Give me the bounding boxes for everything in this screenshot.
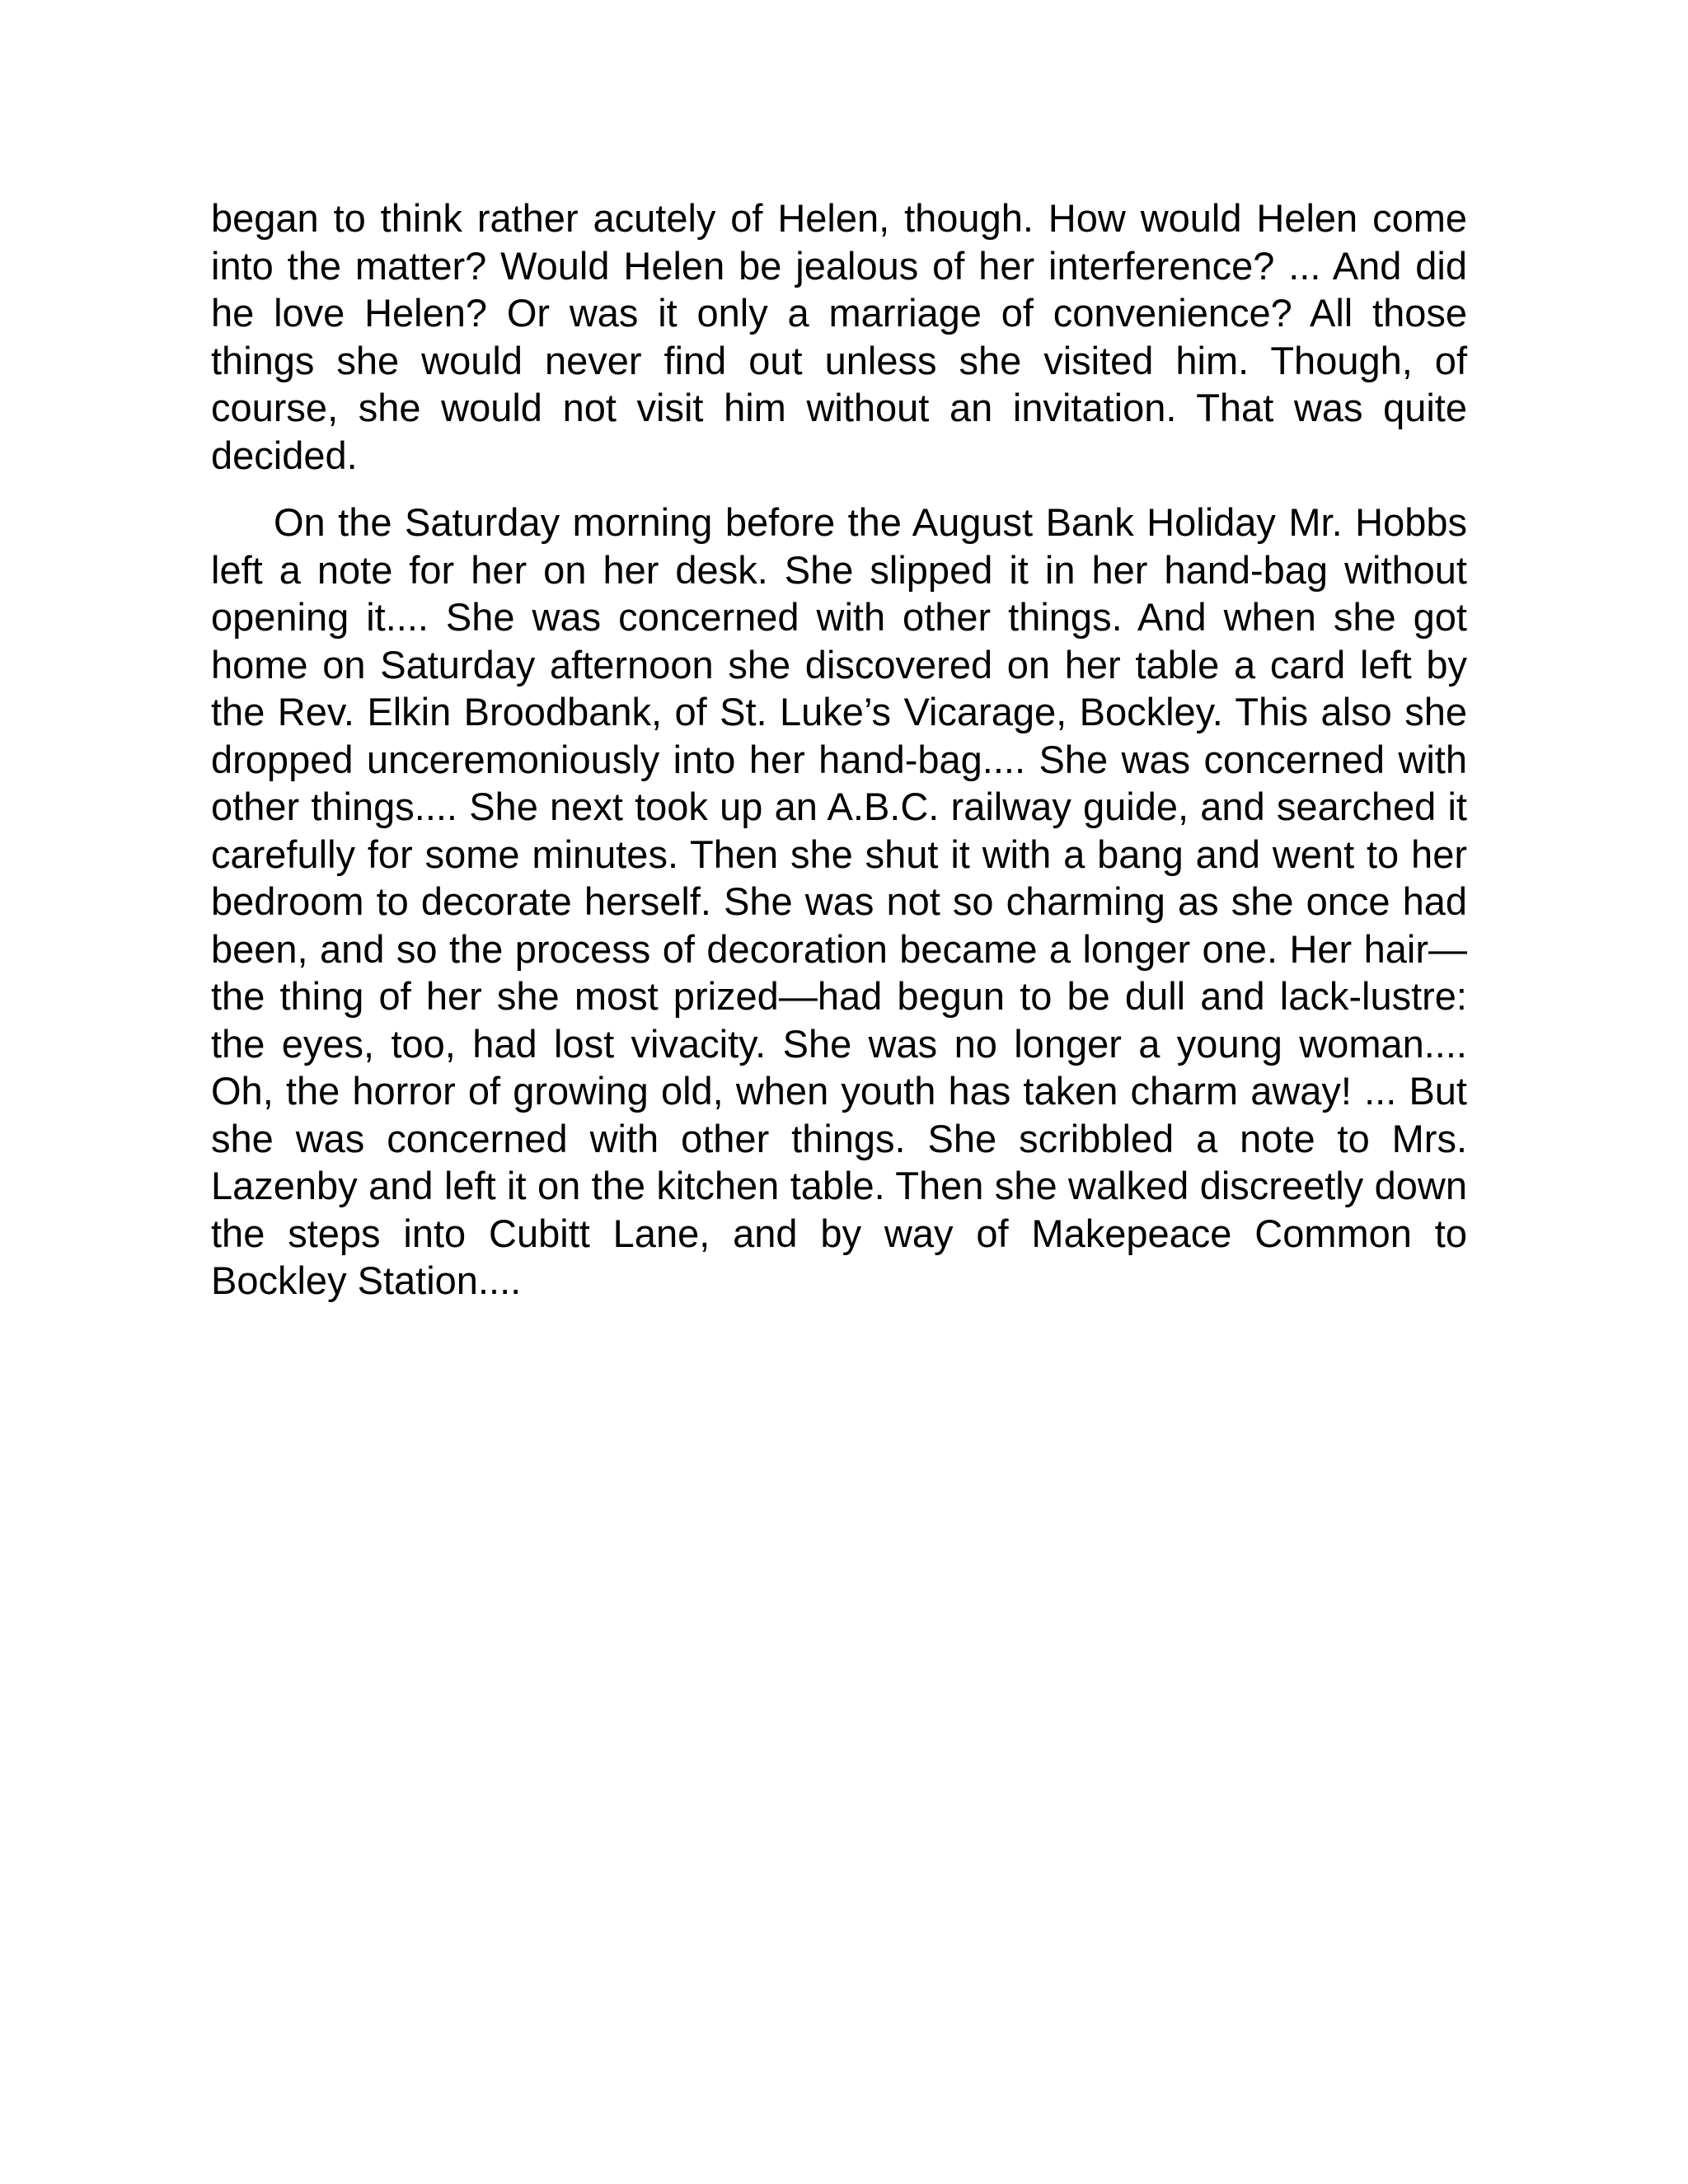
paragraph-2: On the Saturday morning before the August Bank Holiday Mr. Hobbs left a note for her on her desk. She slipped it in her hand-bag without opening it.... She was concerned with other things. And when she got home on Saturday afternoon she discovered on her table a card left by the Rev. Elkin Broodbank, of St. Luke’s Vicarage, Bockley. This also she dropped unceremoniously into her hand-bag.... She was concerned with other things.... She next took up an A.B.C. railway guide, and searched it carefully for some minutes. Then she shut it with a bang and went to her bedroom to decorate herself. She was not so charming as she once had been, and so the process of decoration became a longer one. Her hair—the thing of her she most prized—had begun to be dull and lack-lustre: the eyes, too, had lost vivacity. She was no longer a young woman.... Oh, the horror of growing old, when youth has taken charm away! ... But she was concerned with other things. She scribbled a note to Mrs. Lazenby and left it on the kitchen table. Then she walked discreetly down the steps into Cubitt Lane, and by way of Makepeace Common to Bockley Station.... [211, 500, 1467, 1302]
paragraph-1: began to think rather acutely of Helen, though. How would Helen come into the matter? Would Helen be jealous of her interference? ... And did he love Helen? Or was it only a marriage of convenience? All those things she would never find out unless she visited him. Though, of course, she would not visit him without an invitation. That was quite decided. [211, 196, 1467, 477]
body-text [211, 194, 1467, 1305]
